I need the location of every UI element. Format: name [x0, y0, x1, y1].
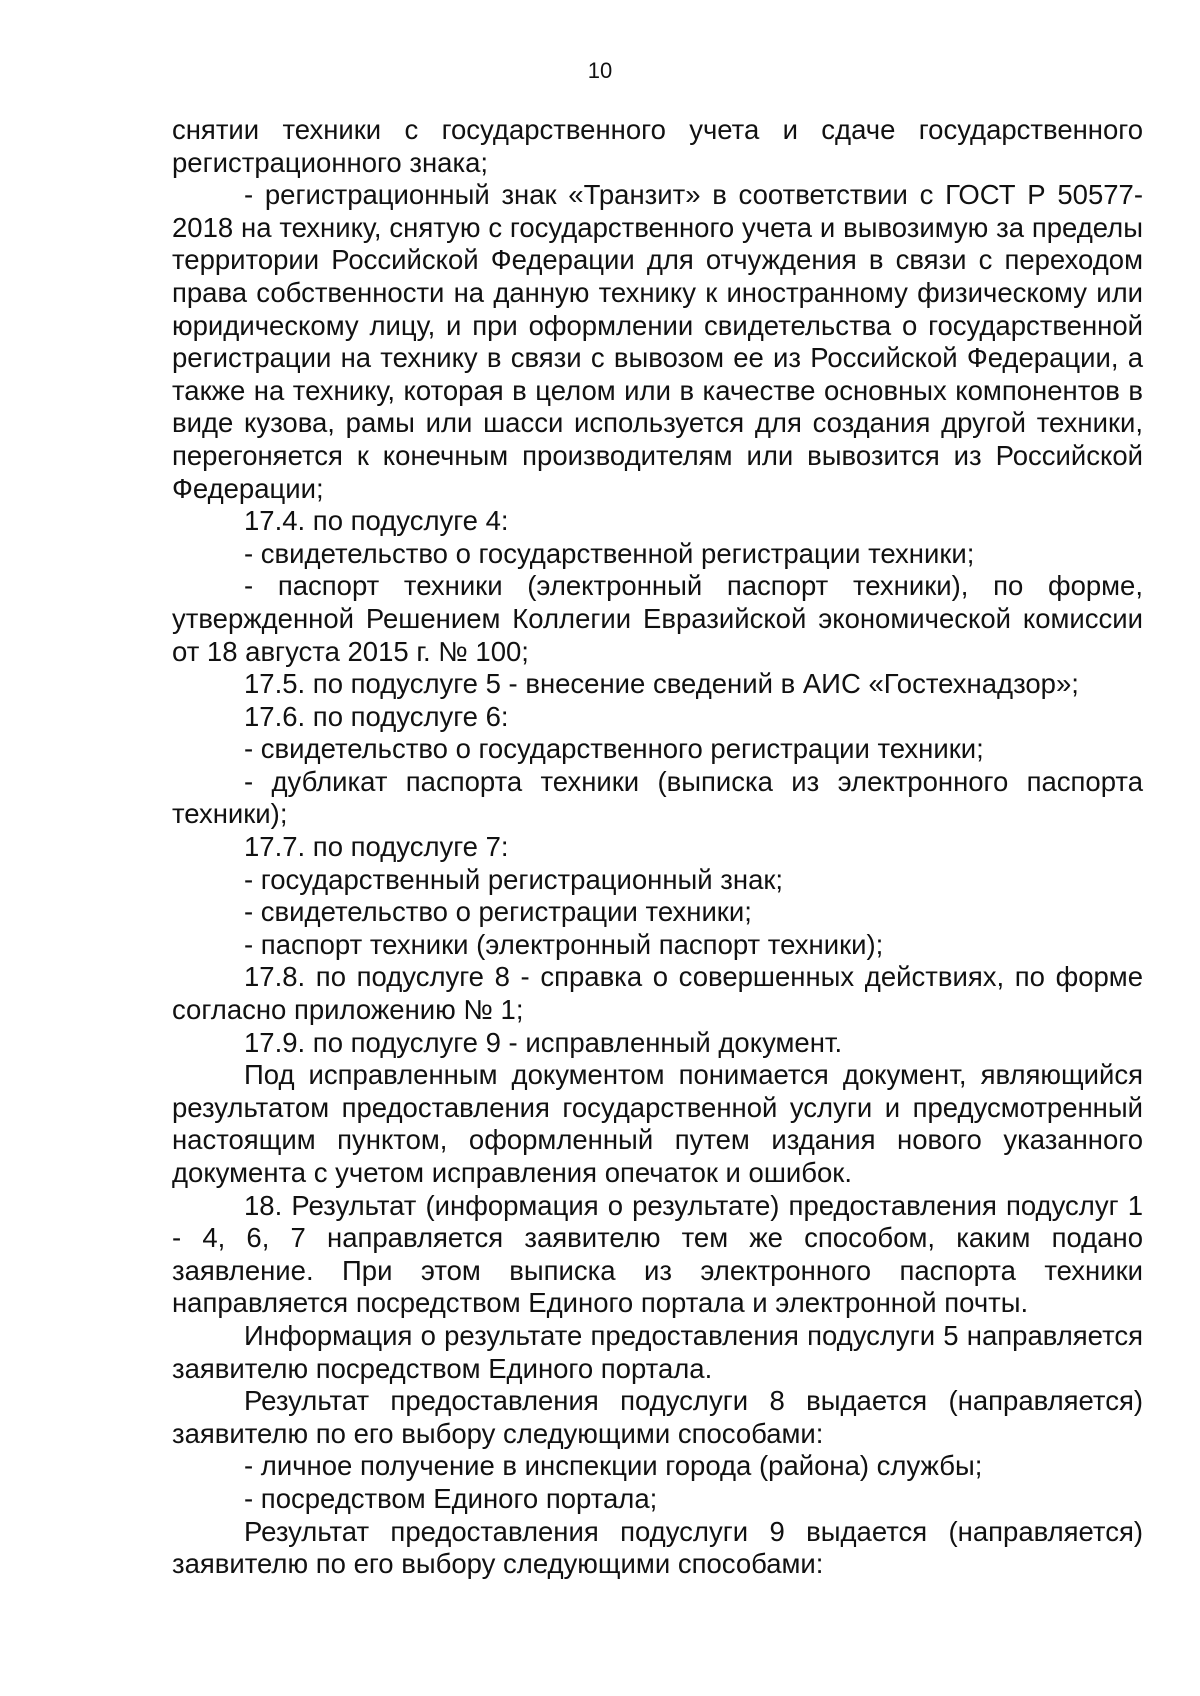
paragraph: 17.8. по подуслуге 8 - справка о совершенных действиях, по форме согласно приложению № 1; — [172, 961, 1143, 1026]
paragraph: - регистрационный знак «Транзит» в соответствии с ГОСТ Р 50577-2018 на технику, снятую с государственного учета и вывозимую за пределы территории Российской Федерации для отчуждения в связи с переходом права собственности на данную технику к иностранному физическому или юридическому лицу, и при оформлении свидетельства о государственной регистрации на технику в связи с вывозом ее из Российской Федерации, а также на технику, которая в целом или в качестве основных компонентов в виде кузова, рамы или шасси используется для создания другой техники, перегоняется к конечным производителям или вывозится из Российской Федерации; — [172, 179, 1143, 504]
paragraph: 17.4. по подуслуге 4: — [244, 505, 509, 537]
paragraph: - паспорт техники (электронный паспорт техники), по форме, утвержденной Решением Коллегии Евразийской экономической комиссии от 18 августа 2015 г. № 100; — [172, 570, 1143, 667]
document-body — [172, 114, 1143, 1581]
paragraph: 17.6. по подуслуге 6: — [244, 700, 509, 732]
paragraph: - свидетельство о государственной регистрации техники; — [244, 537, 975, 569]
paragraph: Результат предоставления подуслуги 8 выдается (направляется) заявителю по его выбору следующими способами: — [172, 1385, 1143, 1449]
paragraph: - паспорт техники (электронный паспорт техники); — [244, 928, 884, 960]
page-number: 10 — [587, 58, 613, 83]
paragraph: снятии техники с государственного учета и сдаче государственного регистрационного знака; — [172, 114, 1143, 178]
paragraph: - свидетельство о регистрации техники; — [244, 896, 752, 928]
paragraph: - личное получение в инспекции города (района) службы; — [244, 1450, 983, 1482]
paragraph: - государственный регистрационный знак; — [244, 863, 784, 895]
paragraph: 17.9. по подуслуге 9 - исправленный документ. — [244, 1026, 843, 1058]
paragraph: - дубликат паспорта техники (выписка из электронного паспорта техники); — [172, 765, 1143, 830]
paragraph: 17.7. по подуслуге 7: — [244, 831, 509, 863]
paragraph: - посредством Единого портала; — [244, 1482, 658, 1514]
paragraph: Результат предоставления подуслуги 9 выдается (направляется) заявителю по его выбору следующими способами: — [172, 1515, 1143, 1580]
paragraph: - свидетельство о государственного регистрации техники; — [244, 733, 984, 765]
paragraph: 18. Результат (информация о результате) предоставления подуслуг 1 - 4, 6, 7 направляется заявителю тем же способом, каким подано заявление. При этом выписка из электронного паспорта техники направляется посредством Единого портала и электронной почты. — [172, 1189, 1143, 1319]
paragraph: 17.5. по подуслуге 5 - внесение сведений в АИС «Гостехнадзор»; — [244, 668, 1079, 700]
paragraph: Под исправленным документом понимается документ, являющийся результатом предоставления государственной услуги и предусмотренный настоящим пунктом, оформленный путем издания нового указанного документа с учетом исправления опечаток и ошибок. — [172, 1059, 1143, 1188]
paragraph: Информация о результате предоставления подуслуги 5 направляется заявителю посредством Единого портала. — [172, 1319, 1143, 1384]
